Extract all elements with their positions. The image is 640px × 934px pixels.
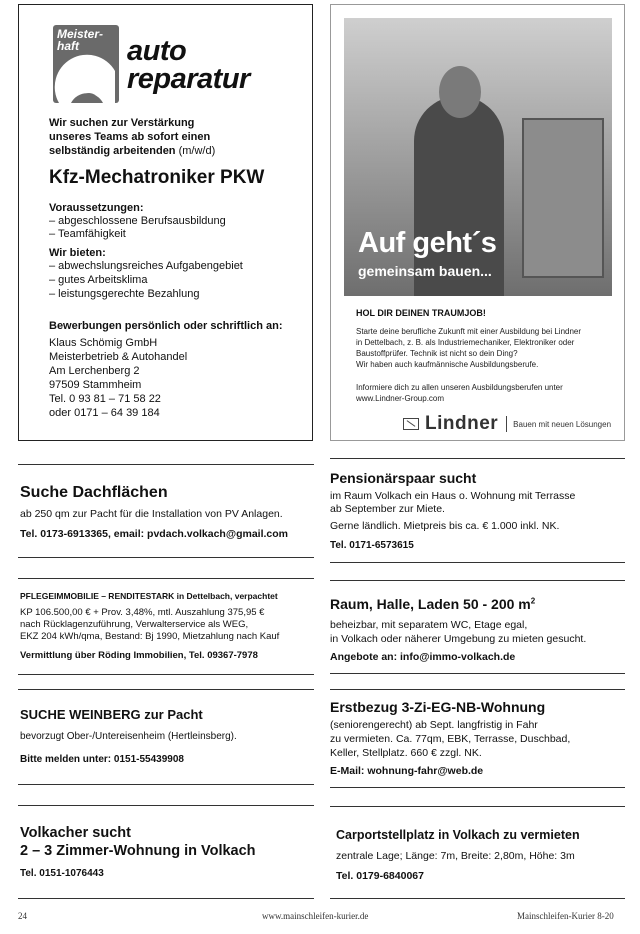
classified-title: Pensionärspaar sucht [330, 470, 477, 486]
contact-line: Meisterbetrieb & Autohandel [49, 351, 188, 363]
offers-heading: Wir bieten: [49, 247, 106, 259]
classified-contact: Vermittlung über Röding Immobilien, Tel. 09367-7978 [20, 650, 258, 661]
divider [330, 787, 625, 788]
divider [18, 464, 314, 465]
offer-item: – leistungsgerechte Bezahlung [49, 288, 200, 300]
lindner-body-line: Wir haben auch kaufmännische Ausbildungsberufe. [356, 360, 539, 369]
wheel-logo-icon [53, 25, 119, 103]
classified-body-line: zu vermieten. Ca. 77qm, EBK, Terrasse, Duschbad, [330, 733, 571, 745]
logo-word-auto: auto [127, 35, 187, 67]
classified-body-line: EKZ 204 kWh/qma, Bestand: Bj 1990, Mietzahlung nach Kauf [20, 631, 280, 642]
person-head-shape [439, 66, 481, 118]
page-number: 24 [18, 911, 27, 921]
divider [330, 562, 625, 563]
classified-contact: Tel. 0171-6573615 [330, 540, 414, 551]
job-ad-autoreparatur [18, 4, 313, 441]
divider [330, 689, 625, 690]
contact-phone: Tel. 0 93 81 – 71 58 22 [49, 393, 161, 405]
classified-body: bevorzugt Ober-/Untereisenheim (Hertleinsberg). [20, 731, 237, 742]
classified-body-line: in Volkach oder näherer Umgebung zu mieten gesucht. [330, 633, 587, 645]
divider [18, 805, 314, 806]
control-cabinet-shape [522, 118, 604, 278]
footer-url: www.mainschleifen-kurier.de [262, 911, 369, 921]
lindner-body-line: Starte deine berufliche Zukunft mit einer Ausbildung bei Lindner [356, 327, 582, 336]
apprentice-photo [344, 18, 612, 296]
classified-body-line: Keller, Stellplatz. 660 € zzgl. NK. [330, 747, 482, 759]
issue-label: Mainschleifen-Kurier 8-20 [517, 911, 614, 921]
lindner-separator [506, 416, 507, 432]
classified-body-line: im Raum Volkach ein Haus o. Wohnung mit Terrasse [330, 490, 576, 502]
divider [330, 898, 625, 899]
classified-body-line: ab September zur Miete. [330, 503, 445, 515]
classified-contact: Angebote an: info@immo-volkach.de [330, 651, 516, 663]
intro-suffix: (m/w/d) [178, 145, 216, 157]
requirement-item: – abgeschlossene Berufsausbildung [49, 215, 226, 227]
classified-contact: E-Mail: wohnung-fahr@web.de [330, 765, 484, 777]
divider [18, 689, 314, 690]
apply-heading: Bewerbungen persönlich oder schriftlich an: [49, 320, 283, 332]
position-title: Kfz-Mechatroniker PKW [49, 167, 265, 188]
classified-body-line: KP 106.500,00 € + Prov. 3,48%, mtl. Auszahlung 375,95 € [20, 607, 265, 618]
photo-slogan: Auf geht´s [358, 227, 497, 259]
classified-title: Volkacher sucht [20, 825, 131, 841]
divider [18, 784, 314, 785]
intro-line-2: unseres Teams ab sofort einen [49, 131, 211, 143]
lindner-brand: Lindner [425, 413, 499, 434]
intro-line-3: selbständig arbeitenden (m/w/d) [49, 145, 216, 157]
divider [18, 557, 314, 558]
contact-mobile: oder 0171 – 64 39 184 [49, 407, 160, 419]
classified-body: zentrale Lage; Länge: 7m, Breite: 2,80m, Höhe: 3m [336, 850, 575, 862]
classified-body-line: Gerne ländlich. Mietpreis bis ca. € 1.000 inkl. NK. [330, 520, 560, 532]
classified-title: SUCHE WEINBERG zur Pacht [20, 707, 203, 722]
divider [18, 898, 314, 899]
classified-title: Suche Dachflächen [20, 484, 168, 501]
offer-item: – gutes Arbeitsklima [49, 274, 148, 286]
classified-body: ab 250 qm zur Pacht für die Installation von PV Anlagen. [20, 508, 283, 520]
classified-contact: Tel. 0151-1076443 [20, 868, 104, 879]
classified-contact: Tel. 0173-6913365, email: pvdach.volkach@gmail.com [20, 528, 289, 540]
contact-line: 97509 Stammheim [49, 379, 142, 391]
classified-body-line: beheizbar, mit separatem WC, Etage egal, [330, 619, 528, 631]
classified-body-line: nach Rücklagenzuführung, Verwalterservice als WEG, [20, 619, 249, 630]
contact-line: Klaus Schömig GmbH [49, 337, 158, 349]
classified-title: PFLEGEIMMOBILIE – RENDITESTARK in Dettelbach, verpachtet [20, 591, 278, 601]
logo-mark-line-1: Meister- [57, 27, 104, 41]
classified-title-line-2: 2 – 3 Zimmer-Wohnung in Volkach [20, 843, 256, 859]
divider [330, 673, 625, 674]
requirement-item: – Teamfähigkeit [49, 228, 126, 240]
job-ad-lindner [330, 4, 625, 441]
lindner-claim: Bauen mit neuen Lösungen [513, 419, 612, 429]
photo-slogan-sub: gemeinsam bauen... [358, 263, 492, 279]
lindner-body-line: in Dettelbach, z. B. als Industriemechaniker, Elektroniker oder [356, 338, 575, 347]
classified-body-line: (seniorengerecht) ab Sept. langfristig in Fahr [330, 719, 538, 731]
logo-word-reparatur: reparatur [127, 63, 250, 95]
divider [18, 578, 314, 579]
contact-line: Am Lerchenberg 2 [49, 365, 140, 377]
logo-mark-line-2: haft [57, 39, 79, 53]
intro-line-1: Wir suchen zur Verstärkung [49, 117, 195, 129]
lindner-mark-icon [403, 418, 419, 430]
lindner-body-line: Baustoffprüfer. Technik ist nicht so dein Ding? [356, 349, 518, 358]
divider [330, 806, 625, 807]
divider [330, 580, 625, 581]
classified-title: Raum, Halle, Laden 50 - 200 $m^2$ [330, 596, 536, 612]
lindner-logo [403, 413, 611, 435]
lindner-info-line: Informiere dich zu allen unseren Ausbildungsberufen unter [356, 383, 563, 392]
offer-item: – abwechslungsreiches Aufgabengebiet [49, 260, 243, 272]
classified-title: Carportstellplatz in Volkach zu vermieten [336, 828, 580, 842]
classified-contact: Bitte melden unter: 0151-55439908 [20, 754, 184, 765]
superscript: 2 [530, 596, 536, 606]
classified-contact: Tel. 0179-6840067 [336, 870, 424, 882]
divider [330, 458, 625, 459]
divider [18, 674, 314, 675]
lindner-heading: HOL DIR DEINEN TRAUMJOB! [356, 308, 486, 318]
lindner-url: www.Lindner-Group.com [356, 394, 445, 403]
wheel-arc-icon [53, 25, 119, 103]
requirements-heading: Voraussetzungen: [49, 202, 144, 214]
classified-title: Erstbezug 3-Zi-EG-NB-Wohnung [330, 699, 546, 715]
